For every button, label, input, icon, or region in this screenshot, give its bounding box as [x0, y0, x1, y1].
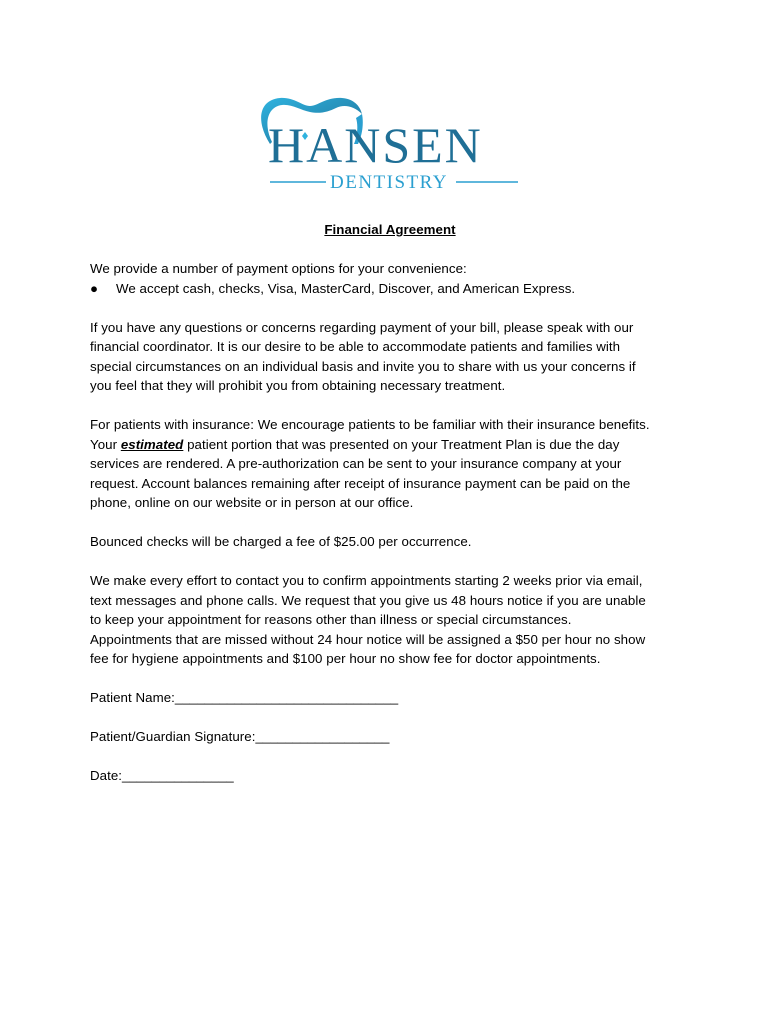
bounced-checks-paragraph: Bounced checks will be charged a fee of $25.00 per occurrence.: [90, 534, 472, 549]
bullet-item: [90, 279, 690, 299]
text-line: financial coordinator. It is our desire to be able to accommodate patients and families with: [90, 339, 621, 354]
patient-name-field[interactable]: Patient Name:______________________________: [90, 690, 399, 705]
text-line: For patients with insurance: We encourage patients to be familiar with their insurance benefits.: [90, 417, 650, 432]
questions-paragraph: [90, 318, 690, 396]
text-segment: Your: [90, 436, 121, 452]
financial-agreement-document: [90, 220, 690, 805]
intro-line: We provide a number of payment options for your convenience:: [90, 261, 467, 276]
text-line: services are rendered. A pre-authorization can be sent to your insurance company at your: [90, 456, 622, 471]
payment-options-paragraph: [90, 259, 690, 298]
bullet-marker: ●: [90, 280, 99, 296]
text-line: If you have any questions or concerns regarding payment of your bill, please speak with our: [90, 319, 634, 335]
text-line: text messages and phone calls. We request that you give us 48 hours notice if you are unable: [90, 592, 646, 608]
text-line: request. Account balances remaining after receipt of insurance payment can be paid on the: [90, 475, 631, 491]
text-line: We make every effort to contact you to confirm appointments starting 2 weeks prior via email,: [90, 573, 643, 588]
text-line: you feel that they will prohibit you from obtaining necessary treatment.: [90, 378, 506, 393]
insurance-paragraph: [90, 415, 690, 513]
hansen-dentistry-logo: [250, 92, 530, 194]
signature-field[interactable]: Patient/Guardian Signature:__________________: [90, 729, 390, 744]
svg-text:DENTISTRY: DENTISTRY: [330, 172, 448, 193]
text-line: fee for hygiene appointments and $100 per hour no show fee for doctor appointments.: [90, 651, 601, 666]
svg-text:HANSEN: HANSEN: [268, 117, 483, 173]
text-line: special circumstances on an individual basis and invite you to share with us your concerns if: [90, 358, 636, 374]
text-segment: patient portion that was presented on your Treatment Plan is due the day: [183, 436, 620, 452]
bullet-text: We accept cash, checks, Visa, MasterCard, Discover, and American Express.: [116, 280, 576, 296]
appointments-paragraph: [90, 571, 690, 669]
text-line: to keep your appointment for reasons other than illness or special circumstances.: [90, 612, 572, 627]
text-line: phone, online on our website or in person at our office.: [90, 495, 414, 510]
date-field[interactable]: Date:_______________: [90, 768, 234, 783]
text-line: Appointments that are missed without 24 hour notice will be assigned a $50 per hour no show: [90, 631, 646, 647]
document-title: Financial Agreement: [324, 222, 456, 237]
estimated-emphasis: estimated: [120, 436, 184, 452]
text-line: [90, 435, 690, 455]
